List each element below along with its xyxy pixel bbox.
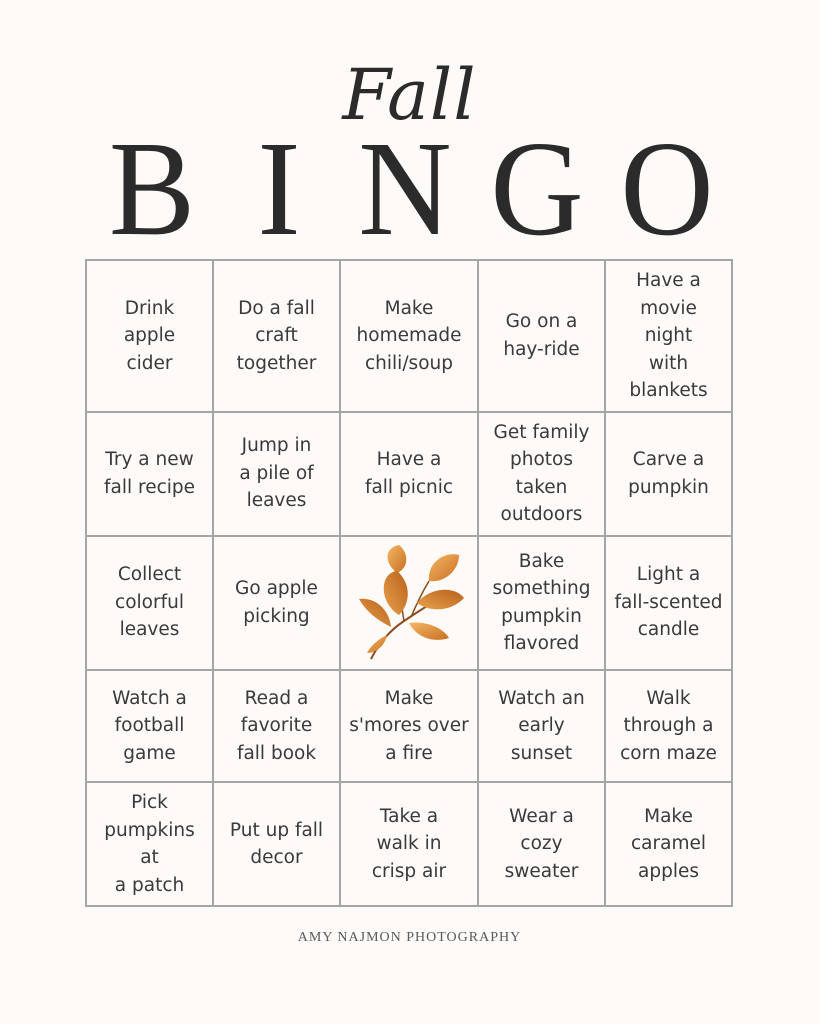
bingo-cell[interactable] <box>87 671 214 784</box>
cell-text: Carve a pumpkin <box>628 449 709 498</box>
bingo-cell[interactable] <box>606 261 733 413</box>
cell-text: Get family photos taken outdoors <box>493 421 590 525</box>
bingo-cell[interactable] <box>606 671 733 784</box>
bingo-cell[interactable] <box>87 783 214 907</box>
cell-text: Have a movie night with blankets <box>629 270 708 401</box>
bingo-cell[interactable] <box>479 261 606 413</box>
bingo-cell[interactable] <box>606 537 733 671</box>
bingo-cell[interactable] <box>341 413 479 537</box>
bingo-cell[interactable] <box>87 261 214 413</box>
bingo-cell[interactable] <box>214 783 341 907</box>
cell-text: Walk through a corn maze <box>620 687 717 764</box>
bingo-cell[interactable] <box>87 413 214 537</box>
bingo-cell[interactable] <box>341 783 479 907</box>
bingo-cell[interactable] <box>606 783 733 907</box>
cell-text: Bake something pumpkin flavored <box>492 550 591 654</box>
autumn-leaf-icon <box>349 543 469 663</box>
cell-text: Light a fall-scented candle <box>614 564 723 641</box>
bingo-letter-g: G <box>490 114 584 264</box>
bingo-cell[interactable] <box>479 671 606 784</box>
cell-text: Read a favorite fall book <box>236 687 317 764</box>
photography-credit: AMY NAJMON PHOTOGRAPHY <box>297 930 522 945</box>
cell-text: Wear a cozy sweater <box>504 805 579 882</box>
cell-text: Watch an early sunset <box>498 687 585 764</box>
cell-text: Go apple picking <box>235 578 318 627</box>
bingo-cell[interactable] <box>87 537 214 671</box>
cell-text: Do a fall craft together <box>236 297 317 374</box>
cell-text: Drink apple cider <box>123 297 176 374</box>
bingo-title <box>0 114 819 264</box>
bingo-cell[interactable] <box>214 413 341 537</box>
free-space-cell[interactable] <box>341 537 479 671</box>
cell-text: Try a new fall recipe <box>103 449 196 498</box>
bingo-cell[interactable] <box>479 413 606 537</box>
bingo-cell[interactable] <box>606 413 733 537</box>
cell-text: Make homemade chili/soup <box>356 297 462 374</box>
cell-text: Take a walk in crisp air <box>371 805 447 882</box>
bingo-cell[interactable] <box>479 537 606 671</box>
cell-text: Make caramel apples <box>631 805 706 882</box>
bingo-letter-b: B <box>108 114 196 264</box>
cell-text: Collect colorful leaves <box>115 564 184 641</box>
bingo-letter-i: I <box>257 114 301 264</box>
cell-text: Watch a football game <box>112 687 187 764</box>
bingo-letter-o: O <box>620 114 714 264</box>
cell-text: Go on a hay-ride <box>503 311 580 360</box>
cell-text: Put up fall decor <box>229 819 324 868</box>
bingo-cell[interactable] <box>214 537 341 671</box>
bingo-board <box>85 259 733 907</box>
bingo-cell[interactable] <box>479 783 606 907</box>
bingo-letter-n: N <box>358 114 452 264</box>
cell-text: Make s'mores over a fire <box>349 687 469 764</box>
cell-text: Have a fall picnic <box>364 449 454 498</box>
cell-text: Jump in a pile of leaves <box>239 435 314 512</box>
bingo-cell[interactable] <box>341 261 479 413</box>
bingo-cell[interactable] <box>341 671 479 784</box>
bingo-cell[interactable] <box>214 671 341 784</box>
bingo-cell[interactable] <box>214 261 341 413</box>
cell-text: Pick pumpkins at a patch <box>104 792 195 896</box>
fall-script-title: Fall <box>342 54 477 136</box>
